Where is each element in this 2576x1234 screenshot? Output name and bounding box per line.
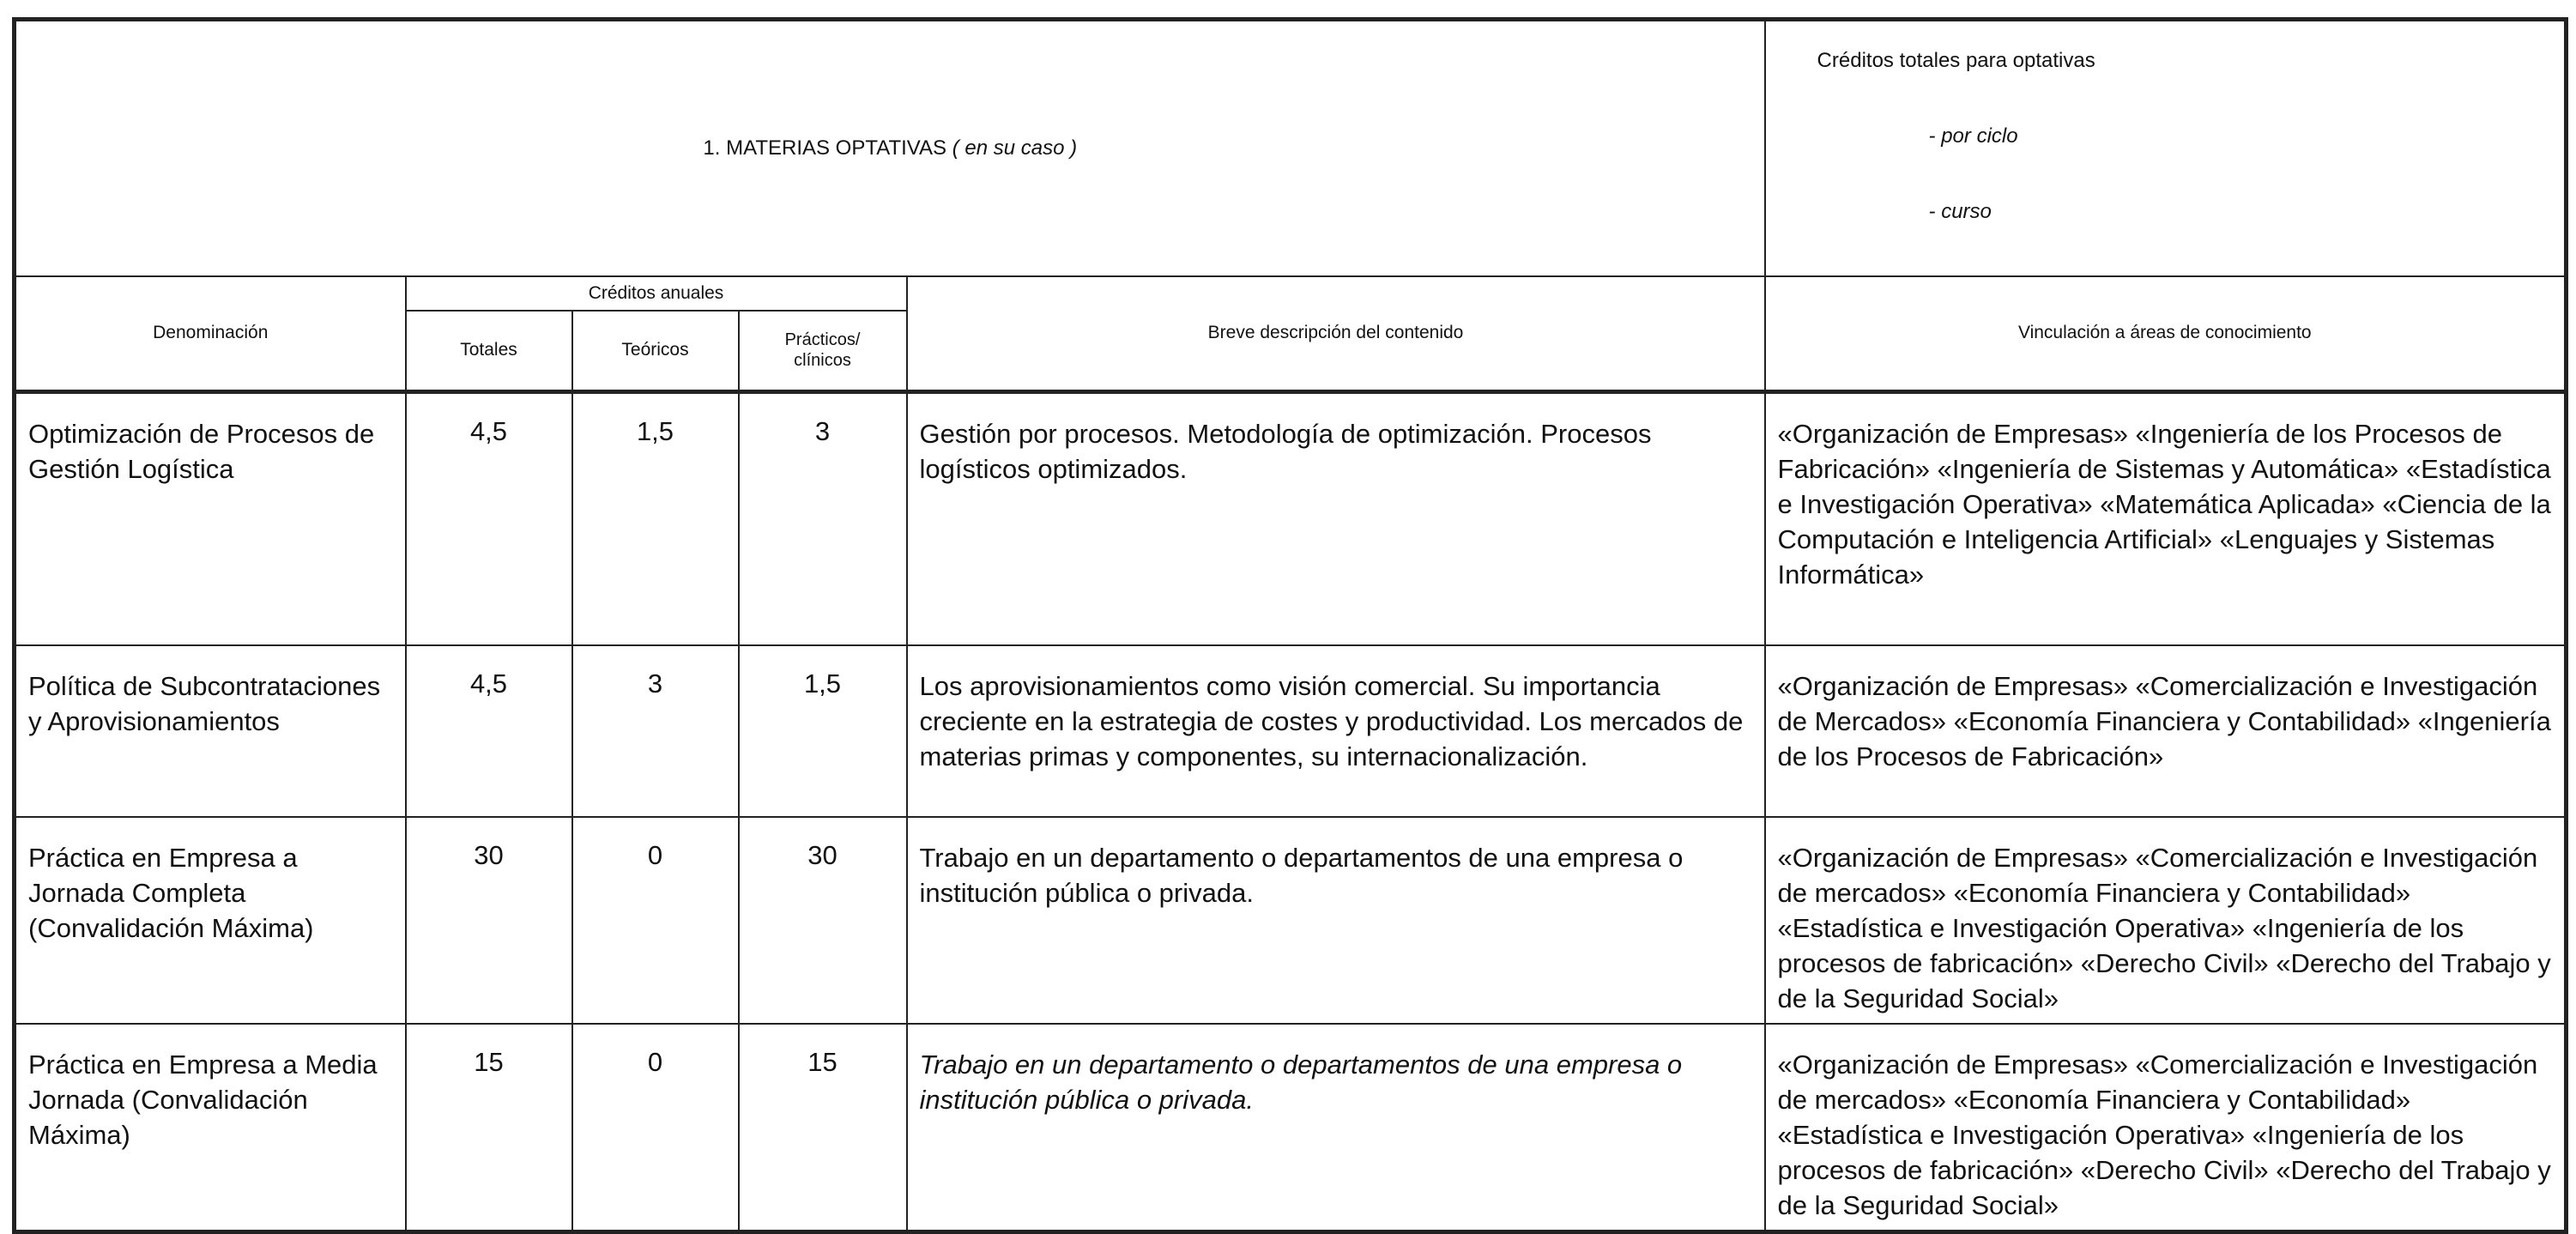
table-row (15, 1024, 2567, 1232)
header-practical (739, 311, 907, 391)
title-note: ( en su caso ) (952, 136, 1078, 160)
row-theoretical: 0 (572, 817, 739, 1024)
header-areas: Vinculación a áreas de conocimiento (1765, 276, 2567, 391)
row-name: Optimización de Procesos de Gestión Logística (15, 391, 406, 645)
table-row (15, 817, 2567, 1024)
row-description: Los aprovisionamientos como visión comercial. Su importancia creciente en la estrategia de costes y productividad. Los mercados de materias primas y componentes, su internacionalización. (907, 645, 1765, 817)
row-areas: «Organización de Empresas» «Comercialización e Investigación de Mercados» «Economía Financiera y Contabilidad» «Ingeniería de los Procesos de Fabricación» (1765, 645, 2567, 817)
row-description: Gestión por procesos. Metodología de optimización. Procesos logísticos optimizados. (907, 391, 1765, 645)
row-areas: «Organización de Empresas» «Comercialización e Investigación de mercados» «Economía Financiera y Contabilidad» «Estadística e Investigación Operativa» «Ingeniería de los procesos de fabricación» «Derecho Civil» «Derecho del Trabajo y de la Seguridad Social» (1765, 817, 2567, 1024)
table-row (15, 645, 2567, 817)
optional-credits-box (1765, 20, 2567, 277)
row-theoretical: 3 (572, 645, 739, 817)
row-theoretical: 1,5 (572, 391, 739, 645)
row-totals: 30 (406, 817, 572, 1024)
row-practical: 15 (739, 1024, 907, 1232)
row-totals: 15 (406, 1024, 572, 1232)
credits-per-cycle: - por ciclo (1928, 124, 2018, 148)
section-title (15, 20, 1765, 277)
header-denomination: Denominación (15, 276, 406, 391)
row-theoretical: 0 (572, 1024, 739, 1232)
header-annual-credits: Créditos anuales (406, 276, 907, 311)
row-totals: 4,5 (406, 391, 572, 645)
header-practical-line2: clínicos (794, 351, 851, 371)
row-areas: «Organización de Empresas» «Comercialización e Investigación de mercados» «Economía Financiera y Contabilidad» «Estadística e Investigación Operativa» «Ingeniería de los procesos de fabricación» «Derecho Civil» «Derecho del Trabajo y de la Seguridad Social» (1765, 1024, 2567, 1232)
row-totals: 4,5 (406, 645, 572, 817)
row-description: Trabajo en un departamento o departamentos de una empresa o institución pública o privada. (907, 1024, 1765, 1232)
header-description: Breve descripción del contenido (907, 276, 1765, 391)
optional-subjects-table (12, 17, 2568, 1234)
row-name: Política de Subcontrataciones y Aprovisionamientos (15, 645, 406, 817)
row-name: Práctica en Empresa a Media Jornada (Convalidación Máxima) (15, 1024, 406, 1232)
credits-heading: Créditos totales para optativas (1817, 49, 2095, 72)
title-main: 1. MATERIAS OPTATIVAS (703, 136, 947, 160)
row-practical: 1,5 (739, 645, 907, 817)
table-row (15, 391, 2567, 645)
header-practical-line1: Prácticos/ (784, 330, 861, 350)
header-theoretical: Teóricos (572, 311, 739, 391)
header-totals: Totales (406, 311, 572, 391)
row-description: Trabajo en un departamento o departamentos de una empresa o institución pública o privada. (907, 817, 1765, 1024)
row-name: Práctica en Empresa a Jornada Completa (Convalidación Máxima) (15, 817, 406, 1024)
row-practical: 3 (739, 391, 907, 645)
row-areas: «Organización de Empresas» «Ingeniería de los Procesos de Fabricación» «Ingeniería de Sistemas y Automática» «Estadística e Investigación Operativa» «Matemática Aplicada» «Ciencia de la Computación e Inteligencia Artificial» «Lenguajes y Sistemas Informática» (1765, 391, 2567, 645)
credits-per-course: - curso (1928, 200, 1992, 223)
row-practical: 30 (739, 817, 907, 1024)
